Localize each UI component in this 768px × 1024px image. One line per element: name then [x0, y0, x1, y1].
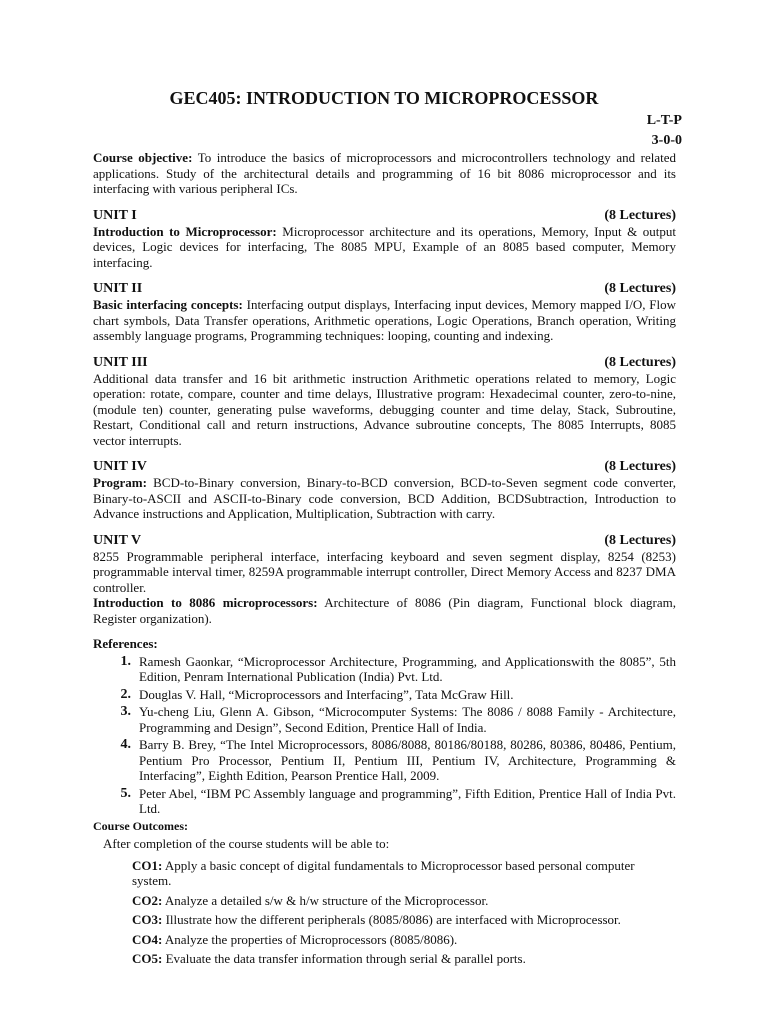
unit-section	[93, 354, 676, 449]
reference-item	[93, 654, 676, 685]
objective-label: Course objective:	[93, 150, 193, 165]
unit-heading	[93, 354, 676, 371]
unit-name: UNIT II	[93, 281, 143, 296]
objective-text: To introduce the basics of microprocessors and microcontrollers technology and related applications. Study of the architectural details and programming of 16 bit 8086 microprocessor and its interfacing with various peripheral ICs.	[93, 150, 677, 196]
unit-text: 8255 Programmable peripheral interface, interfacing keyboard and seven segment display, 8254 (8253) programmable interval timer, 8259A programmable interrupt controller, Direct Memory Access and 8237 DMA controller.	[93, 548, 676, 595]
reference-text: Douglas V. Hall, “Microprocessors and Interfacing”, Tata McGraw Hill.	[139, 686, 514, 702]
unit-content	[93, 371, 676, 449]
units-section	[93, 207, 676, 627]
outcome-text: Analyze the properties of Microprocessors (8085/8086).	[162, 931, 458, 947]
unit-lectures: (8 Lectures)	[604, 207, 676, 223]
unit-heading	[93, 207, 676, 224]
outcome-text: Apply a basic concept of digital fundamentals to Microprocessor based personal computer system.	[132, 857, 635, 888]
unit-section	[93, 280, 676, 344]
unit-name: UNIT I	[93, 207, 137, 223]
unit-topic-label: Basic interfacing concepts:	[93, 297, 243, 312]
unit-content	[93, 475, 676, 522]
unit-heading	[93, 458, 676, 475]
unit-topic-label: Program:	[93, 475, 147, 490]
unit-content	[93, 297, 676, 344]
reference-item	[93, 687, 676, 703]
reference-number: 3.	[120, 704, 131, 719]
unit-lectures: (8 Lectures)	[604, 354, 676, 370]
unit-content-extra	[93, 595, 676, 626]
references-list	[93, 654, 676, 817]
reference-item	[93, 786, 676, 817]
reference-text: Peter Abel, “IBM PC Assembly language and programming”, Fifth Edition, Prentice Hall of India Pvt. Ltd.	[139, 785, 676, 816]
reference-item	[93, 737, 676, 784]
course-objective	[93, 150, 676, 197]
unit-name: UNIT IV	[93, 459, 147, 474]
unit-section	[93, 207, 676, 271]
outcomes-list	[93, 858, 652, 967]
unit-topic-label-2: Introduction to 8086 microprocessors:	[93, 595, 318, 610]
reference-number: 1.	[120, 653, 131, 669]
course-title: GEC405: INTRODUCTION TO MICROPROCESSOR	[169, 88, 599, 108]
reference-text: Yu-cheng Liu, Glenn A. Gibson, “Microcomputer Systems: The 8086 / 8088 Family - Architecture, Programming and Design”, Second Edition, Prentice Hall of India.	[139, 704, 676, 735]
unit-heading	[93, 532, 676, 549]
unit-heading	[93, 280, 676, 297]
outcome-item	[132, 932, 652, 948]
reference-number: 4.	[120, 737, 131, 752]
reference-number: 2.	[120, 686, 131, 702]
unit-lectures: (8 Lectures)	[604, 281, 676, 296]
outcome-text: Analyze a detailed s/w & h/w structure of the Microprocessor.	[162, 892, 489, 908]
unit-text: Interfacing output displays, Interfacing input devices, Memory mapped I/O, Flow chart symbols, Data Transfer operations, Arithmetic operations, Logic Operations, Branch operation, Writing assembly language programs, Programming techniques: looping, counting and indexing.	[93, 297, 676, 343]
references-title: References:	[93, 636, 158, 651]
ltp-value: 3-0-0	[651, 133, 682, 148]
reference-item	[93, 704, 676, 735]
unit-topic-label: Introduction to Microprocessor:	[93, 223, 277, 239]
reference-number: 5.	[120, 785, 131, 801]
outcome-label: CO3:	[132, 912, 163, 927]
ltp-label: L-T-P	[646, 113, 682, 128]
unit-name: UNIT III	[93, 354, 148, 370]
outcomes-intro: After completion of the course students will be able to:	[103, 836, 390, 851]
reference-text: Barry B. Brey, “The Intel Microprocessors, 8086/8088, 80186/80188, 80286, 80386, 80486, Pentium, Pentium Pro Processor, Pentium II, Pentium III, Pentium IV, Architecture, Programming & Interfacing”, Eighth Edition, Pearson Prentice Hall, 2009.	[139, 737, 676, 783]
unit-name: UNIT V	[93, 532, 142, 548]
unit-section	[93, 532, 676, 627]
outcome-item	[132, 951, 652, 967]
unit-text: Microprocessor architecture and its operations, Memory, Input & output devices, Logic devices for interfacing, The 8085 MPU, Example of an 8085 based computer, Memory interfacing.	[93, 223, 677, 270]
outcome-label: CO2:	[132, 892, 163, 908]
unit-content	[93, 224, 676, 271]
outcome-item	[132, 912, 652, 928]
unit-text: Additional data transfer and 16 bit arithmetic instruction Arithmetic operations related to memory, Logic operation: rotate, compare, counter and time delays, Illustrative program: Hexadecimal counter, zero-to-nine, (module ten) counter, generating pulse waveforms, debugging counter and time delay, Stack, Subroutine, Restart, Conditional call and return instructions, Advance subroutine concepts, The 8085 Interrupts, 8085 vector interrupts.	[93, 370, 676, 448]
document-body	[93, 150, 676, 971]
outcomes-title: Course Outcomes:	[93, 818, 188, 833]
outcome-label: CO1:	[132, 857, 163, 873]
unit-text: BCD-to-Binary conversion, Binary-to-BCD conversion, BCD-to-Seven segment code converter, Binary-to-ASCII and ASCII-to-Binary code conversion, BCD Addition, BCDSubtraction, Introduction to Advance instructions and Application, Multiplication, Subtraction with carry.	[93, 475, 676, 521]
outcome-label: CO5:	[132, 951, 163, 966]
outcome-item	[132, 893, 652, 909]
unit-section	[93, 458, 676, 522]
outcome-item	[132, 858, 652, 889]
unit-content	[93, 549, 676, 596]
unit-lectures: (8 Lectures)	[604, 459, 676, 474]
unit-lectures: (8 Lectures)	[604, 532, 676, 548]
outcome-label: CO4:	[132, 931, 163, 947]
reference-text: Ramesh Gaonkar, “Microprocessor Architecture, Programming, and Applicationswith the 8085”, 5th Edition, Penram International Publication (India) Pvt. Ltd.	[139, 653, 676, 684]
outcome-text: Illustrate how the different peripherals (8085/8086) are interfaced with Microprocessor.	[162, 912, 621, 927]
outcome-text: Evaluate the data transfer information through serial & parallel ports.	[162, 951, 526, 966]
ltp-block	[647, 111, 682, 151]
unit-text-2: Architecture of 8086 (Pin diagram, Functional block diagram, Register organization).	[93, 595, 676, 626]
